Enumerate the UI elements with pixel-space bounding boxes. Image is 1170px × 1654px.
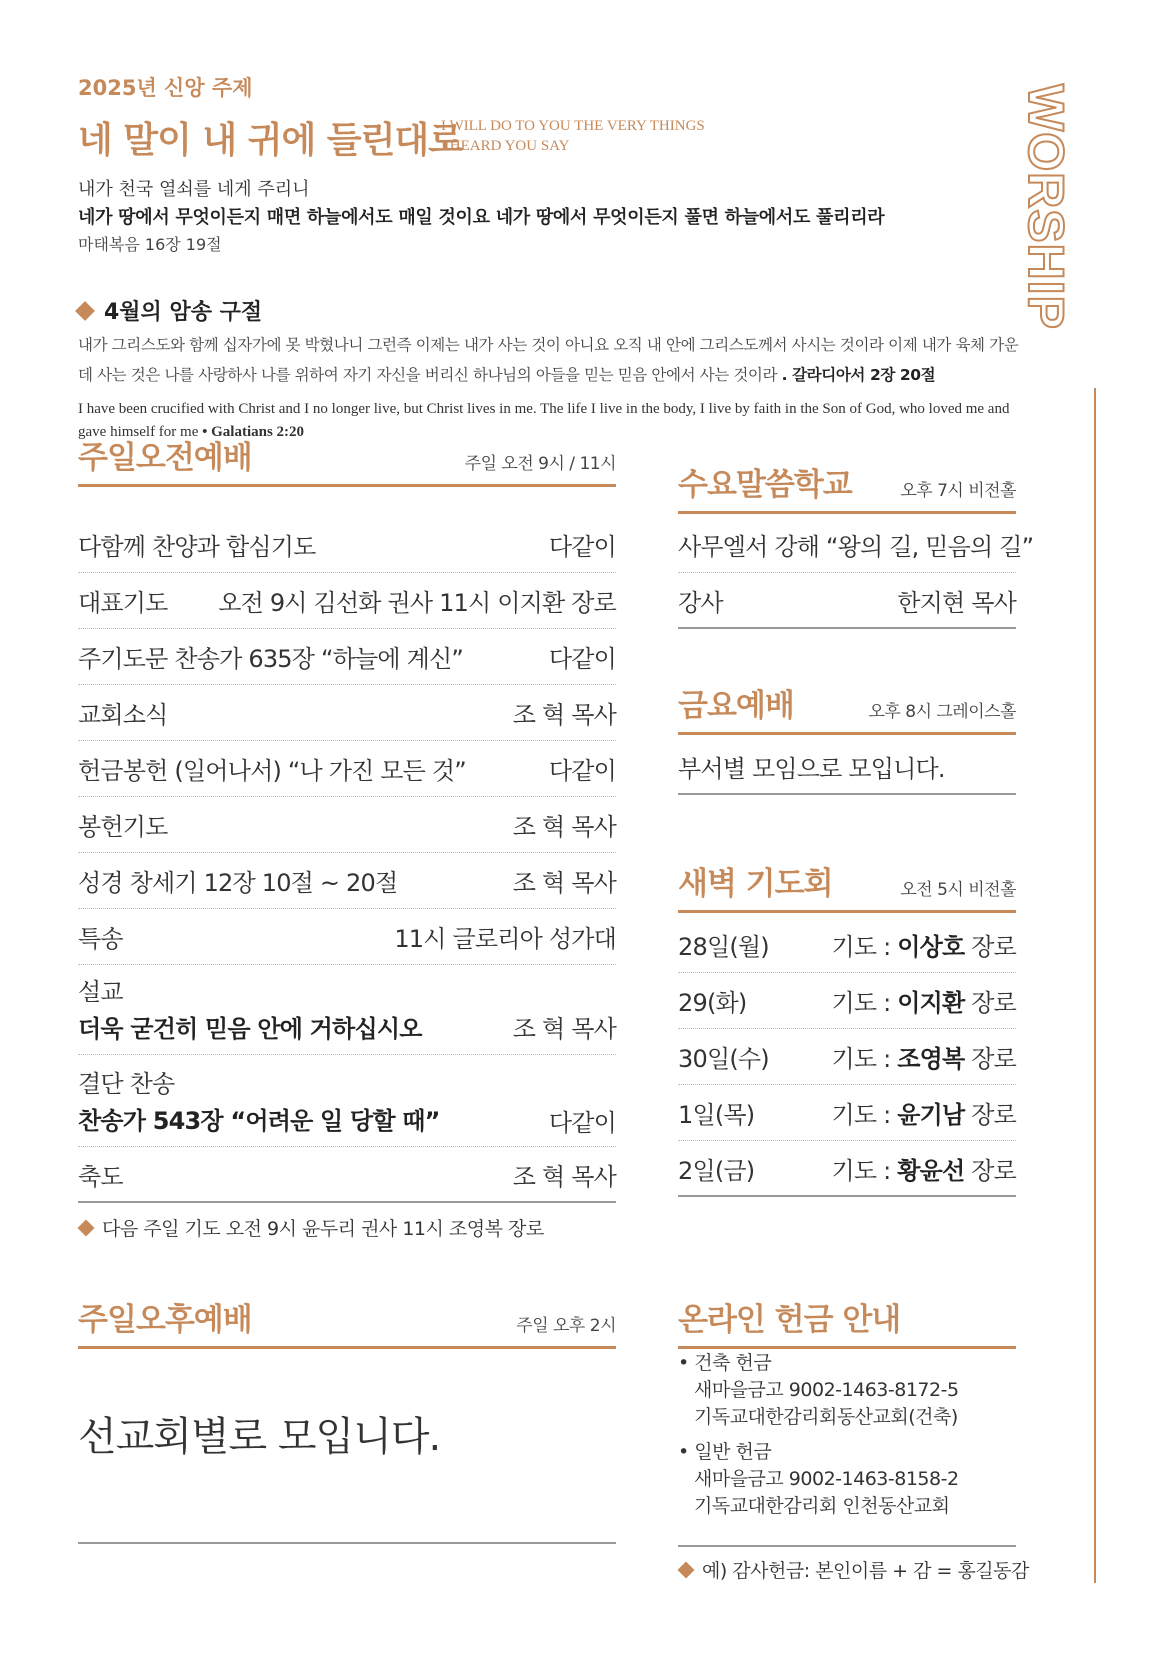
- dawn-day: 28일(월): [678, 933, 769, 961]
- leader-name: 윤기남: [897, 1101, 965, 1129]
- program-row: [78, 909, 616, 965]
- theme-verse-line2: 네가 땅에서 무엇이든지 매면 하늘에서도 매일 것이요 네가 땅에서 무엇이든지 풀면 하늘에서도 풀리리라: [78, 207, 885, 228]
- prayer-label: 기도 :: [831, 933, 898, 961]
- dawn-row: [678, 973, 1016, 1029]
- wednesday-row: [678, 517, 1034, 573]
- memory-verse-heading-text: 4월의 암송 구절: [104, 300, 263, 325]
- offering-example-text: 예) 감사헌금: 본인이름 + 감 = 홍길동감: [702, 1560, 1029, 1582]
- wednesday-header: [678, 467, 1016, 514]
- leader-title: 장로: [964, 1045, 1016, 1073]
- theme-verse-line1: 내가 천국 열쇠를 네게 주리니: [78, 179, 310, 200]
- diamond-bullet-icon: [678, 1561, 695, 1578]
- building-offering-label: • 건축 헌금: [678, 1352, 772, 1374]
- program-item: 성경 창세기 12장 10절 ~ 20절: [78, 869, 398, 897]
- program-row: [78, 517, 616, 573]
- friday-program: [678, 739, 1016, 795]
- online-offering-title: 온라인 헌금 안내: [678, 1302, 901, 1338]
- program-item: 다함께 찬양과 합심기도: [78, 533, 316, 561]
- program-leader: 오전 9시 김선화 권사 11시 이지환 장로: [218, 589, 616, 617]
- leader-name: 이상호: [897, 933, 965, 961]
- benediction-row: [78, 1147, 616, 1203]
- general-offering: [678, 1439, 1016, 1520]
- program-leader: 조 혁 목사: [512, 869, 616, 897]
- program-item: 봉헌기도: [78, 813, 168, 841]
- wednesday-series: 사무엘서 강해 “왕의 길, 믿음의 길”: [678, 533, 1034, 561]
- memory-verse-korean: [78, 330, 1023, 390]
- dawn-row: [678, 1029, 1016, 1085]
- general-offering-holder: 기독교대한감리회 인천동산교회: [694, 1495, 950, 1517]
- memory-verse-heading: [78, 295, 262, 326]
- closing-hymn-leader: 다같이: [548, 1109, 616, 1137]
- closing-hymn-row: [78, 1055, 616, 1147]
- closing-hymn-block: [78, 1066, 440, 1140]
- wednesday-speaker: 한지현 목사: [897, 588, 1016, 617]
- program-leader: 조 혁 목사: [512, 701, 616, 729]
- general-offering-label: • 일반 헌금: [678, 1441, 772, 1463]
- program-item: 교회소식: [78, 701, 168, 729]
- sermon-title: 더욱 굳건히 믿음 안에 거하십시오: [78, 1015, 422, 1043]
- sunday-pm-title: 주일오후예배: [78, 1302, 252, 1338]
- theme-title: 네 말이 내 귀에 들린대로: [78, 120, 462, 161]
- sunday-pm-text: 선교회별로 모입니다.: [78, 1414, 441, 1460]
- dawn-leader: [832, 1095, 1016, 1130]
- prayer-label: 기도 :: [831, 1101, 898, 1129]
- dawn-day: 29(화): [678, 989, 747, 1017]
- wednesday-time: 오후 7시 비전홀: [900, 481, 1016, 501]
- program-item: 대표기도: [78, 589, 168, 617]
- online-offering-info: [678, 1350, 1016, 1528]
- closing-hymn-label: 결단 찬송: [78, 1070, 175, 1098]
- general-offering-account: 새마을금고 9002-1463-8158-2: [694, 1468, 959, 1490]
- leader-title: 장로: [964, 1156, 1016, 1185]
- friday-time: 오후 8시 그레이스홀: [868, 702, 1016, 722]
- sunday-am-time: 주일 오전 9시 / 11시: [464, 454, 616, 474]
- sermon-label: 설교: [78, 978, 123, 1006]
- dawn-day: 1일(목): [678, 1101, 755, 1129]
- memory-verse-korean-text: 내가 그리스도와 함께 십자가에 못 박혔나니 그런즉 이제는 내가 사는 것이 아니요 오직 내 안에 그리스도께서 사시는 것이라 이제 내가 육체 가운데 사는 것은 나를 사랑하사 나를 위하여 자기 자신을 버리신 하나님의 아들을 믿는 믿음 안에서 사는 것이라: [78, 336, 1019, 384]
- year-theme-label: 2025년 신앙 주제: [78, 76, 253, 100]
- sermon-row: [78, 965, 616, 1055]
- prayer-label: 기도 :: [831, 989, 898, 1017]
- building-offering: [678, 1350, 1016, 1431]
- next-sunday-prayer-text: 다음 주일 기도 오전 9시 윤두리 권사 11시 조영복 장로: [102, 1218, 544, 1240]
- dawn-prayer-time: 오전 5시 비전홀: [900, 880, 1016, 900]
- memory-verse-korean-reference: . 갈라디아서 2장 20절: [781, 366, 936, 384]
- wednesday-program: [678, 517, 1034, 629]
- sunday-pm-time: 주일 오후 2시: [516, 1316, 616, 1336]
- program-row: [78, 573, 616, 629]
- sermon-preacher: 조 혁 목사: [512, 1015, 616, 1043]
- memory-verse-english: [78, 398, 1023, 444]
- online-offering-divider: [678, 1545, 1016, 1547]
- program-item: 주기도문 찬송가 635장 “하늘에 계신”: [78, 645, 463, 673]
- friday-header: [678, 688, 1016, 735]
- closing-hymn-title: 찬송가 543장 “어려운 일 당할 때”: [78, 1107, 440, 1135]
- program-leader: 조 혁 목사: [512, 813, 616, 841]
- friday-title: 금요예배: [678, 688, 794, 724]
- dawn-row: [678, 1141, 1016, 1197]
- program-row: [78, 853, 616, 909]
- leader-name: 이지환: [897, 989, 965, 1017]
- program-row: [78, 685, 616, 741]
- dawn-leader: [832, 927, 1016, 962]
- worship-side-label-text: WORSHIP: [1018, 84, 1074, 330]
- dawn-leader: [832, 1039, 1016, 1074]
- theme-verse-reference: 마태복음 16장 19절: [78, 235, 222, 254]
- program-item: 헌금봉헌 (일어나서) “나 가진 모든 것”: [78, 757, 466, 785]
- diamond-bullet-icon: [75, 301, 95, 321]
- theme-english-line1: I WILL DO TO YOU THE VERY THINGS: [441, 118, 705, 134]
- sunday-am-title: 주일오전예배: [78, 440, 252, 476]
- friday-text: 부서별 모임으로 모입니다.: [678, 754, 945, 783]
- leader-name: 황윤선: [897, 1156, 965, 1185]
- dawn-prayer-title: 새벽 기도회: [678, 866, 833, 902]
- leader-title: 장로: [964, 989, 1016, 1017]
- sunday-pm-header: [78, 1302, 616, 1349]
- dawn-day: 30일(수): [678, 1045, 769, 1073]
- wednesday-speaker-label: 강사: [678, 588, 723, 617]
- memory-verse-english-reference: • Galatians 2:20: [202, 424, 305, 440]
- leader-name: 조영복: [897, 1045, 965, 1073]
- side-vertical-line: [1094, 388, 1096, 1583]
- offering-example-note: [680, 1556, 1029, 1583]
- wednesday-row: [678, 573, 1016, 629]
- sunday-am-header: [78, 440, 616, 487]
- dawn-day: 2일(금): [678, 1156, 755, 1185]
- leader-title: 장로: [964, 933, 1016, 961]
- dawn-leader: [832, 983, 1016, 1018]
- diamond-bullet-icon: [78, 1219, 95, 1236]
- program-leader: 11시 글로리아 성가대: [394, 925, 616, 953]
- sermon-block: [78, 974, 422, 1048]
- online-offering-header: [678, 1302, 1016, 1349]
- dawn-prayer-header: [678, 866, 1016, 913]
- program-leader: 다같이: [548, 757, 616, 785]
- program-leader: 다같이: [548, 533, 616, 561]
- prayer-label: 기도 :: [831, 1156, 898, 1185]
- dawn-prayer-schedule: [678, 917, 1016, 1197]
- sunday-am-program: [78, 517, 616, 1203]
- dawn-row: [678, 917, 1016, 973]
- prayer-label: 기도 :: [831, 1045, 898, 1073]
- building-offering-holder: 기독교대한감리회동산교회(건축): [694, 1406, 958, 1428]
- leader-title: 장로: [964, 1101, 1016, 1129]
- dawn-row: [678, 1085, 1016, 1141]
- benediction-item: 축도: [78, 1162, 123, 1191]
- program-row: [78, 797, 616, 853]
- theme-english: [441, 116, 705, 156]
- program-row: [78, 629, 616, 685]
- worship-side-label: [1015, 80, 1075, 370]
- wednesday-title: 수요말씀학교: [678, 467, 852, 503]
- next-sunday-prayer-note: [80, 1214, 544, 1241]
- dawn-leader: [832, 1151, 1016, 1186]
- sunday-pm-divider: [78, 1542, 616, 1544]
- theme-english-line2: I HEARD YOU SAY: [441, 138, 570, 154]
- program-item: 특송: [78, 925, 123, 953]
- building-offering-account: 새마을금고 9002-1463-8172-5: [694, 1379, 959, 1401]
- program-leader: 다같이: [548, 645, 616, 673]
- friday-row: [678, 739, 1016, 795]
- program-row: [78, 741, 616, 797]
- benediction-leader: 조 혁 목사: [512, 1162, 616, 1191]
- memory-verse-english-text: I have been crucified with Christ and I no longer live, but Christ lives in me. The life I live in the body, I live by faith in the Son of God, who loved me and gave himself for me: [78, 401, 1010, 440]
